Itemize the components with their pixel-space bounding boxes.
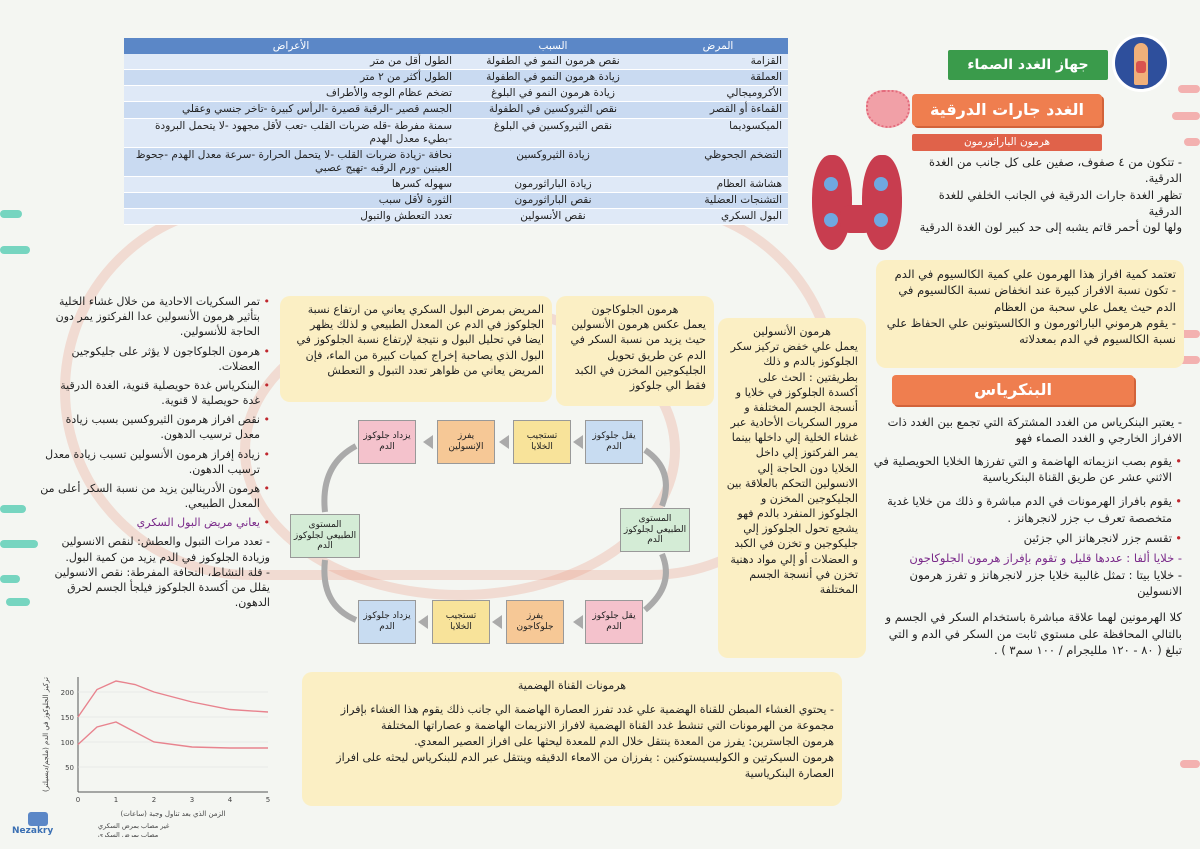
cell: سهوله كسرها — [124, 177, 458, 193]
x-tick-label: 2 — [151, 796, 157, 804]
series-line — [78, 681, 268, 717]
cell: زيادة الباراثورمون — [458, 177, 648, 193]
paragraph: - قلة النشاط، النحافة المفرطة: نقص الانسولين يقلل من أكسدة الجلوكوز فيلجأ الجسم لحرق الدهون. — [54, 565, 270, 610]
decor-dash — [0, 246, 30, 254]
list-item: • يعاني مريض البول السكري — [40, 515, 270, 530]
decor-dash — [0, 540, 38, 548]
cell: الجسم قصير -الرقبة قصيرة -الرأس كبيرة -تاخر جنسي وعقلي — [124, 102, 458, 118]
table-row — [124, 118, 788, 147]
x-axis-label: الزمن الذي بعد تناول وجبة (ساعات) — [120, 810, 226, 818]
cell: زيادة هرمون النمو في البلوغ — [458, 86, 648, 102]
parathyroid-gland-icon — [866, 90, 910, 128]
list-item: • هرمون الأدرينالين يزيد من نسبة السكر أعلى من المعدل الطبيعي. — [40, 481, 270, 511]
list-item: • البنكرياس غدة حويصلية قنوية، الغدة الدرقية غدة حويصلية لا قنوية. — [40, 378, 270, 408]
decor-dash — [0, 210, 22, 218]
cell: سمنة مفرطة -قله ضربات القلب -تعب لأقل مجهود -لا يتحمل البرودة -بطيء معدل الهدم — [124, 118, 458, 147]
x-tick-label: 3 — [189, 796, 195, 804]
paragraph: كلا الهرمونين لهما علاقة مباشرة باستخدام السكر في الجسم و بالتالي المحافظة على مستوي ثابت من السكر في الدم و التي تبلغ ( ٨٠ - ١٢٠ ملليجرام / ١٠٠ سم٣ ) . — [885, 610, 1182, 657]
decor-dash — [1178, 85, 1200, 93]
paragraph: - تتكون من ٤ صفوف، صفين على كل جانب من الغدة الدرقية. — [929, 155, 1182, 186]
cell: البول السكري — [648, 209, 788, 225]
cell: التشنجات العضلية — [648, 193, 788, 209]
table-row — [124, 86, 788, 102]
decor-dash — [1180, 760, 1200, 768]
glucagon-title: هرمون الجلوكاجون — [591, 303, 679, 316]
y-tick-label: 100 — [60, 739, 74, 747]
cell: زيادة الثيروكسين — [458, 147, 648, 176]
table-row — [124, 54, 788, 70]
col-disease: المرض — [648, 38, 788, 54]
legend-entry: مصاب بمرض السكري — [98, 831, 159, 837]
y-tick-label: 50 — [65, 764, 74, 772]
paragraph: هرمون السيكرتين و الكوليسيستوكنين : يفرزان من الامعاء الدقيقه وينتقل عبر الدم للبنكرياس ليحثه على افراز العصارة البنكرياسية — [336, 750, 834, 780]
cell: الطول أقل من متر — [124, 54, 458, 70]
list-item: • نقص افراز هرمون الثيروكسين بسبب زيادة معدل ترسيب الدهون. — [40, 412, 270, 442]
cell: العملقة — [648, 70, 788, 86]
cell: الثورة لأقل سبب — [124, 193, 458, 209]
alpha-cells: - خلايا ألفا : عددها قليل و تقوم بإفراز هرمون الجلوكاجون — [909, 551, 1182, 566]
digestive-hormones-box — [302, 672, 842, 806]
left-notes — [40, 294, 270, 610]
cell: الأكروميجالي — [648, 86, 788, 102]
cell: نقص الثيروكسين في البلوغ — [458, 118, 648, 147]
paragraph: ولها لون أحمر قاتم يشبه إلى حد كبير لون الغدة الدرقية — [919, 220, 1182, 235]
list-item: • هرمون الجلوكاجون لا يؤثر على جليكوجين العضلات. — [40, 344, 270, 374]
paragraph: تعتمد كمية افراز هذا الهرمون علي كمية الكالسيوم في الدم — [894, 267, 1176, 281]
brand-name: Nezakry — [12, 826, 54, 836]
x-tick-label: 4 — [227, 796, 233, 804]
decor-dash — [1184, 138, 1200, 146]
paragraph: - يقوم هرموني الباراثورمون و الكالسيتونين علي الحفاظ علي نسبة الكالسيوم في الدم بمعدلاته — [886, 315, 1176, 347]
table-row — [124, 177, 788, 193]
list-item: • يقوم بافراز الهرمونات في الدم مباشرة و ذلك من خلايا غدية متخصصة تعرف ب جزر لانجرهانز . — [872, 493, 1182, 526]
series-line — [78, 722, 268, 748]
table-row — [124, 70, 788, 86]
decor-dash — [0, 575, 20, 583]
chart-svg — [38, 662, 288, 837]
paragraph: - يعتبر البنكرياس من الغدد المشتركة التي تجمع بين الغدد ذات الافراز الخارجي و الغدد الصماء فهو — [887, 415, 1182, 446]
insulin-box — [718, 318, 866, 658]
x-tick-label: 1 — [113, 796, 119, 804]
glucose-cycle-diagram — [280, 410, 710, 660]
cell: القماءة أو القصر — [648, 102, 788, 118]
table-row — [124, 102, 788, 118]
endocrine-disease-table — [124, 38, 788, 225]
parathyroid-description — [906, 154, 1182, 236]
system-title: جهاز الغدد الصماء — [948, 50, 1108, 80]
cycle-step: يزداد جلوكوز الدم — [358, 420, 416, 464]
table-row — [124, 147, 788, 176]
cell: الميكسوديما — [648, 118, 788, 147]
table-row — [124, 193, 788, 209]
glucagon-body: يعمل عكس هرمون الأنسولين حيث يزيد من نسبة السكر في الدم عن طريق تحويل الجليكوجين المخزن في الكبد فقط الي جلوكوز — [570, 318, 706, 392]
legend-entry: غير مصاب بمرض السكري — [98, 822, 170, 830]
thyroid-illustration-icon — [812, 155, 902, 255]
y-tick-label: 200 — [60, 689, 74, 697]
parathormone-tag: هرمون الباراثورمون — [912, 134, 1102, 151]
list-item: • يقوم بصب انزيماته الهاضمة و التي تفرزها الخلايا الحويصلية في الاثني عشر عن طريق القناة البنكرياسية — [872, 453, 1182, 486]
digestive-title: هرمونات القناة الهضمية — [517, 679, 627, 692]
list-item: • زيادة إفراز هرمون الأنسولين تسبب زيادة معدل ترسيب الدهون. — [40, 447, 270, 477]
cycle-step: يزداد جلوكوز الدم — [358, 600, 416, 644]
cycle-step: يقل جلوكوز الدم — [585, 600, 643, 644]
paragraph: - يحتوي الغشاء المبطن للقناة الهضمية علي غدد تفرز العصارة الهاضمة الي جانب ذلك يقوم هذا الغشاء بإفراز مجموعة من الهرمونات التي تنشط غدد القناة الهضمية لافراز الانزيمات الهاضمة و عصاراتها المختلفة — [340, 702, 834, 732]
cell: هشاشة العظام — [648, 177, 788, 193]
body-avatar-icon — [1112, 34, 1170, 92]
section-title-parathyroid: الغدد جارات الدرقية — [912, 94, 1102, 126]
insulin-title: هرمون الأنسولين — [753, 325, 831, 338]
col-symptoms: الأعراض — [124, 38, 458, 54]
brand-logo — [12, 812, 72, 842]
decor-dash — [1172, 112, 1200, 120]
paragraph: هرمون الجاسترين: يفرز من المعدة ينتقل خلال الدم للمعدة ليحثها على افراز العصير المعدي. — [414, 734, 834, 748]
x-tick-label: 0 — [75, 796, 81, 804]
glucagon-box — [556, 296, 714, 406]
decor-dash — [0, 505, 26, 513]
paragraph: - تعدد مرات التبول والعطش: لنقص الانسولين وزيادة الجلوكوز في الدم يزيد من كمية البول. — [61, 535, 270, 564]
cell: التضخم الجحوظي — [648, 147, 788, 176]
cell: نحافة -زيادة ضربات القلب -لا يتحمل الحرارة -سرعة معدل الهدم -جحوظ العينين -ورم الرقبه -تهيج عصبي — [124, 147, 458, 176]
cycle-step: تستجيب الخلايا — [432, 600, 490, 644]
cycle-normal-right: المستوى الطبيعي لجلوكوز الدم — [620, 508, 690, 552]
cell: نقص الثيروكسين في الطفولة — [458, 102, 648, 118]
cell: تعدد التعطش والتبول — [124, 209, 458, 225]
list-item: • تقسم جزر لانجرهانز الي جزئين — [872, 530, 1182, 546]
cell: زيادة هرمون النمو في الطفولة — [458, 70, 648, 86]
y-tick-label: 150 — [60, 714, 74, 722]
paragraph: - تكون نسبة الافراز كبيرة عند انخفاض نسبة الكالسيوم في الدم حيث يعمل علي سحبة من العظام — [898, 283, 1176, 314]
insulin-body: يعمل علي خفض تركيز سكر الجلوكوز بالدم و ذلك بطريقتين : الحث على أكسدة الجلوكوز في خلايا و أنسجة الجسم المختلفة و مرور السكريات الأحادية عبر غشاء الخلية إلي داخلها بينما يمر الفركتوز إلي داخل الخلايا دون الحاجة إلي الانسولين التحكم بالعلاقة بين الجليكوجين المخزن و الجلوكوز المنفرد بالدم فهو يشجع تحول الجلوكوز إلي جليكوجين و تخزن في الكبد و العضلات أو إلي مواد دهنية تخزن في أنسجة الجسم المختلفة — [726, 340, 858, 596]
book-icon — [28, 812, 48, 826]
cycle-step: يفرز جلوكاجون — [506, 600, 564, 644]
cycle-curves — [280, 410, 710, 660]
cell: تضخم عظام الوجه والأطراف — [124, 86, 458, 102]
pancreas-description — [872, 414, 1182, 658]
diabetes-box — [280, 296, 552, 402]
cell: نقص الباراثورمون — [458, 193, 648, 209]
x-tick-label: 5 — [265, 796, 271, 804]
list-item: • تمر السكريات الاحادية من خلال غشاء الخلية بتأثير هرمون الأنسولين عدا الفركتوز يمر دون الحاجة للأنسولين. — [40, 294, 270, 340]
cycle-normal-left: المستوى الطبيعي لجلوكوز الدم — [290, 514, 360, 558]
beta-cells: - خلايا بيتا : تمثل غالبية خلايا جزر لانجرهانز و تفرز هرمون الانسولين — [909, 567, 1182, 598]
y-axis-label: تركيز الجلوكوز في الدم (ملجم/ديسيلتر) — [42, 677, 50, 792]
col-cause: السبب — [458, 38, 648, 54]
cell: نقص الأنسولين — [458, 209, 648, 225]
cell: الطول أكثر من ٢ متر — [124, 70, 458, 86]
cycle-step: يفرز الإنسولين — [437, 420, 495, 464]
decor-dash — [6, 598, 30, 606]
cell: القزامة — [648, 54, 788, 70]
cycle-step: تستجيب الخلايا — [513, 420, 571, 464]
table-row — [124, 209, 788, 225]
diabetes-body: المريض بمرض البول السكري يعاني من ارتفاع نسبة الجلوكوز في الدم عن المعدل الطبيعي و لذلك يظهر ايضا في تحليل البول و نتيجة لإرتفاع نسبة الجلوكوز في البول الذي يصاحبة إخراج كميات كبيرة من الماء، فإن المريض يعاني من ظواهر تعدد التبول و التعطش — [296, 303, 544, 377]
paragraph: تظهر الغدة جارات الدرقية في الجانب الخلفي للغدة الدرقية — [938, 187, 1182, 218]
glucose-chart — [38, 662, 288, 837]
calcium-regulation-box — [876, 260, 1184, 368]
cell: نقص هرمون النمو في الطفولة — [458, 54, 648, 70]
cycle-step: يقل جلوكوز الدم — [585, 420, 643, 464]
section-title-pancreas: البنكرياس — [892, 375, 1134, 405]
